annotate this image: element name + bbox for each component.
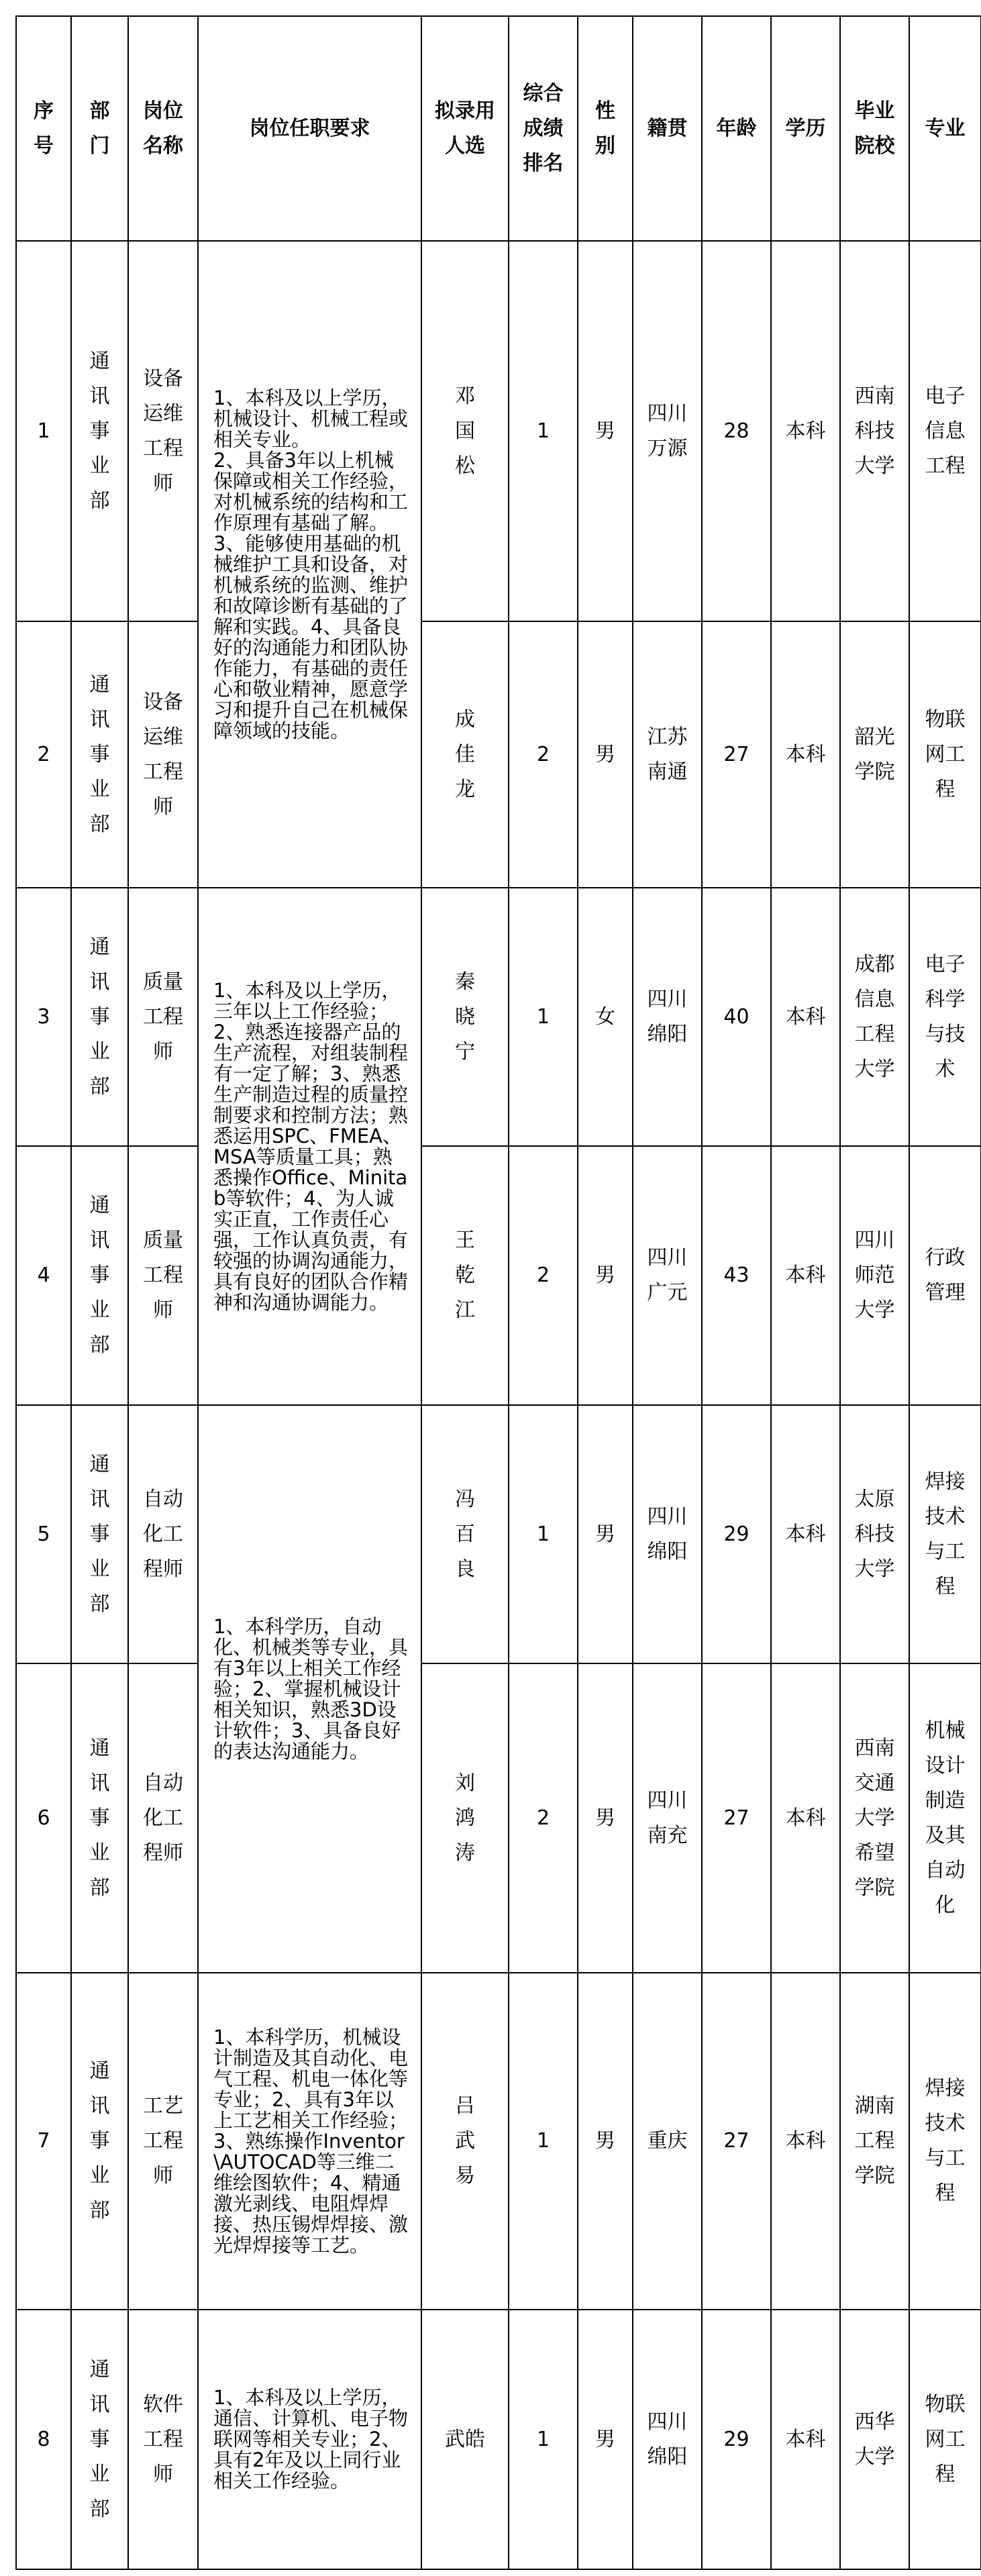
recruitment-table-wrapper xyxy=(15,15,981,2570)
cell-position: 自动化工程师 xyxy=(128,1663,198,1973)
cell-name: 冯百良 xyxy=(421,1405,509,1663)
cell-gender: 男 xyxy=(578,1663,633,1973)
cell-education: 本科 xyxy=(771,241,840,621)
cell-school: 四川师范大学 xyxy=(840,1146,909,1405)
cell-position: 质量工程师 xyxy=(128,888,198,1146)
cell-no: 3 xyxy=(16,888,71,1146)
cell-no: 6 xyxy=(16,1663,71,1973)
cell-major: 物联网工程 xyxy=(909,2310,981,2569)
header-cell: 学历 xyxy=(771,16,840,241)
cell-name: 王乾江 xyxy=(421,1146,509,1405)
cell-dept: 通讯事业部 xyxy=(71,888,128,1146)
cell-no: 7 xyxy=(16,1973,71,2310)
cell-education: 本科 xyxy=(771,1663,840,1973)
cell-dept: 通讯事业部 xyxy=(71,1405,128,1663)
cell-requirements: 1、本科学历，自动化、机械类等专业，具有3年以上相关工作经验；2、掌握机械设计相关知识，熟悉3D设计软件；3、具备良好的表达沟通能力。 xyxy=(198,1405,421,1973)
cell-age: 29 xyxy=(702,2310,771,2569)
header-cell: 综合成绩排名 xyxy=(509,16,578,241)
table-row xyxy=(16,888,981,1146)
header-row xyxy=(16,16,981,241)
header-cell: 年龄 xyxy=(702,16,771,241)
cell-rank: 1 xyxy=(509,888,578,1146)
cell-rank: 2 xyxy=(509,1663,578,1973)
cell-position: 软件工程师 xyxy=(128,2310,198,2569)
cell-position: 自动化工程师 xyxy=(128,1405,198,1663)
cell-rank: 2 xyxy=(509,621,578,888)
cell-education: 本科 xyxy=(771,1405,840,1663)
header-cell: 部门 xyxy=(71,16,128,241)
table-row xyxy=(16,1146,981,1405)
cell-school: 湖南工程学院 xyxy=(840,1973,909,2310)
cell-gender: 女 xyxy=(578,888,633,1146)
cell-no: 2 xyxy=(16,621,71,888)
cell-education: 本科 xyxy=(771,1146,840,1405)
header-cell: 性别 xyxy=(578,16,633,241)
header-cell: 专业 xyxy=(909,16,981,241)
cell-no: 4 xyxy=(16,1146,71,1405)
cell-major: 焊接技术与工程 xyxy=(909,1973,981,2310)
cell-age: 29 xyxy=(702,1405,771,1663)
cell-age: 28 xyxy=(702,241,771,621)
cell-age: 27 xyxy=(702,1663,771,1973)
cell-school: 成都信息工程大学 xyxy=(840,888,909,1146)
cell-position: 工艺工程师 xyxy=(128,1973,198,2310)
cell-position: 设备运维工程师 xyxy=(128,241,198,621)
cell-hometown: 四川绵阳 xyxy=(633,888,702,1146)
table-row xyxy=(16,241,981,621)
cell-gender: 男 xyxy=(578,2310,633,2569)
cell-hometown: 重庆 xyxy=(633,1973,702,2310)
cell-school: 太原科技大学 xyxy=(840,1405,909,1663)
cell-no: 8 xyxy=(16,2310,71,2569)
cell-age: 27 xyxy=(702,1973,771,2310)
recruitment-table xyxy=(15,15,981,2570)
cell-name: 武皓 xyxy=(421,2310,509,2569)
cell-name: 秦晓宁 xyxy=(421,888,509,1146)
cell-rank: 1 xyxy=(509,241,578,621)
cell-hometown: 四川万源 xyxy=(633,241,702,621)
table-row xyxy=(16,1973,981,2310)
header-cell: 岗位任职要求 xyxy=(198,16,421,241)
cell-hometown: 四川广元 xyxy=(633,1146,702,1405)
cell-rank: 1 xyxy=(509,1973,578,2310)
cell-gender: 男 xyxy=(578,1405,633,1663)
cell-gender: 男 xyxy=(578,1973,633,2310)
cell-dept: 通讯事业部 xyxy=(71,1146,128,1405)
cell-education: 本科 xyxy=(771,1973,840,2310)
cell-age: 40 xyxy=(702,888,771,1146)
cell-education: 本科 xyxy=(771,621,840,888)
cell-gender: 男 xyxy=(578,1146,633,1405)
header-cell: 籍贯 xyxy=(633,16,702,241)
header-cell: 岗位名称 xyxy=(128,16,198,241)
cell-requirements: 1、本科及以上学历，机械设计、机械工程或相关专业。 2、具备3年以上机械保障或相关工作经验，对机械系统的结构和工作原理有基础了解。3、能够使用基础的机械维护工具和设备，对机械系统的监测、维护和故障诊断有基础的了解和实践。4、具备良好的沟通能力和团队协作能力，有基础的责任心和敬业精神，愿意学习和提升自己在机械保障领域的技能。 xyxy=(198,241,421,888)
cell-major: 电子科学与技术 xyxy=(909,888,981,1146)
cell-school: 西华大学 xyxy=(840,2310,909,2569)
cell-hometown: 四川南充 xyxy=(633,1663,702,1973)
cell-name: 成佳龙 xyxy=(421,621,509,888)
cell-rank: 1 xyxy=(509,1405,578,1663)
cell-requirements: 1、本科及以上学历，三年以上工作经验；2、熟悉连接器产品的生产流程，对组装制程有一定了解；3、熟悉生产制造过程的质量控制要求和控制方法；熟悉运用SPC、FMEA、MSA等质量工具；熟悉操作Office、Minitab等软件；4、为人诚实正直，工作责任心强，工作认真负责，有较强的协调沟通能力，具有良好的团队合作精神和沟通协调能力。 xyxy=(198,888,421,1405)
cell-no: 1 xyxy=(16,241,71,621)
cell-age: 43 xyxy=(702,1146,771,1405)
cell-requirements: 1、本科学历，机械设计制造及其自动化、电气工程、机电一体化等专业；2、具有3年以上工艺相关工作经验；3、熟练操作Inventor\AUTOCAD等三维二维绘图软件；4、精通激光剥线、电阻焊焊接、热压锡焊焊接、激光焊焊接等工艺。 xyxy=(198,1973,421,2310)
cell-gender: 男 xyxy=(578,621,633,888)
cell-school: 西南科技大学 xyxy=(840,241,909,621)
cell-school: 韶光学院 xyxy=(840,621,909,888)
cell-dept: 通讯事业部 xyxy=(71,241,128,621)
cell-position: 质量工程师 xyxy=(128,1146,198,1405)
cell-hometown: 四川绵阳 xyxy=(633,2310,702,2569)
cell-education: 本科 xyxy=(771,888,840,1146)
cell-rank: 2 xyxy=(509,1146,578,1405)
cell-age: 27 xyxy=(702,621,771,888)
cell-hometown: 江苏南通 xyxy=(633,621,702,888)
cell-name: 吕武易 xyxy=(421,1973,509,2310)
cell-dept: 通讯事业部 xyxy=(71,1973,128,2310)
header-cell: 毕业院校 xyxy=(840,16,909,241)
cell-requirements: 1、本科及以上学历，通信、计算机、电子物联网等相关专业；2、具有2年及以上同行业相关工作经验。 xyxy=(198,2310,421,2569)
header-cell: 拟录用人选 xyxy=(421,16,509,241)
cell-dept: 通讯事业部 xyxy=(71,2310,128,2569)
cell-major: 焊接技术与工程 xyxy=(909,1405,981,1663)
table-row xyxy=(16,1663,981,1973)
cell-education: 本科 xyxy=(771,2310,840,2569)
cell-major: 物联网工程 xyxy=(909,621,981,888)
cell-no: 5 xyxy=(16,1405,71,1663)
cell-gender: 男 xyxy=(578,241,633,621)
header-cell: 序号 xyxy=(16,16,71,241)
table-row xyxy=(16,621,981,888)
cell-major: 行政管理 xyxy=(909,1146,981,1405)
table-row xyxy=(16,1405,981,1663)
cell-name: 邓国松 xyxy=(421,241,509,621)
cell-school: 西南交通大学希望学院 xyxy=(840,1663,909,1973)
cell-name: 刘鸿涛 xyxy=(421,1663,509,1973)
cell-position: 设备运维工程师 xyxy=(128,621,198,888)
cell-dept: 通讯事业部 xyxy=(71,621,128,888)
cell-rank: 1 xyxy=(509,2310,578,2569)
cell-hometown: 四川绵阳 xyxy=(633,1405,702,1663)
table-row xyxy=(16,2310,981,2569)
cell-major: 机械设计制造及其自动化 xyxy=(909,1663,981,1973)
cell-major: 电子信息工程 xyxy=(909,241,981,621)
cell-dept: 通讯事业部 xyxy=(71,1663,128,1973)
